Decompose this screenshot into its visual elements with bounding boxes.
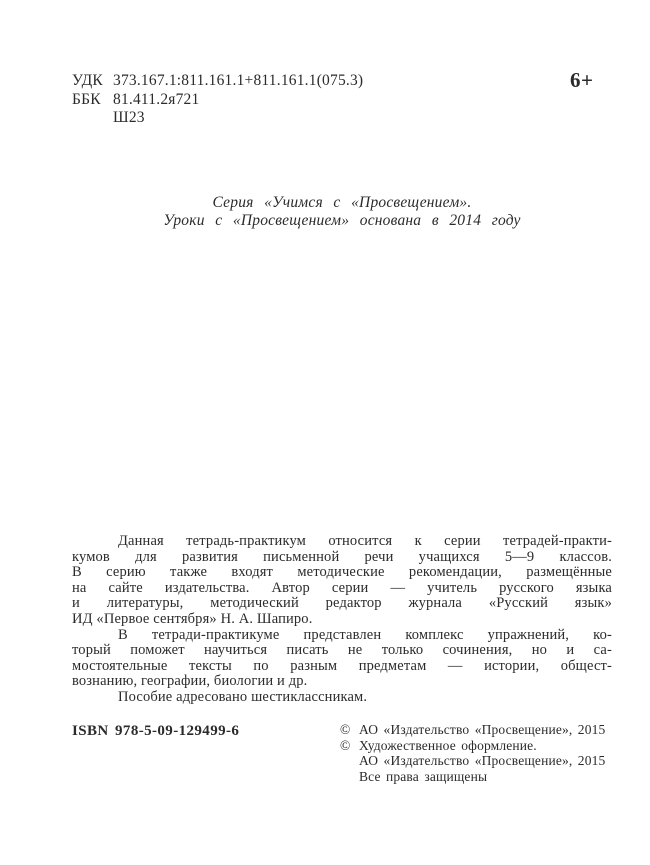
imprint-row [72,72,363,91]
annotation-line: на сайте издательства. Автор серии — учитель русского языка [72,579,612,596]
imprint-value: 373.167.1:811.161.1+811.161.1(075.3) [113,72,364,89]
imprint-row [72,109,363,128]
copyright-line [340,738,630,754]
copyright-text: АО «Издательство «Просвещение», 2015 [359,753,606,769]
isbn: ISBN 978-5-09-129499-6 [72,723,240,739]
copyright-block [340,722,630,784]
imprint-label: УДК [72,72,103,89]
series-line: Серия «Учимся с «Просвещением». [212,194,472,211]
annotation-line: В тетради-практикуме представлен комплекс упражнений, ко- [118,626,612,643]
annotation-line: кумов для развития письменной речи учащихся 5—9 классов. [72,548,612,565]
imprint-row [72,91,363,110]
annotation-line: В серию также входят методические рекомендации, размещённые [72,564,612,581]
imprint-label: ББК [72,90,101,108]
series-note [72,194,612,229]
annotation-line: торый поможет научиться писать не только сочинения, но и са- [72,642,612,659]
copyright-line [340,722,630,738]
imprint-codes [72,72,363,128]
copyright-text: Художественное оформление. [359,737,537,753]
annotation [72,534,612,706]
age-rating-badge: 6+ [570,68,594,92]
annotation-line: Пособие адресовано шестиклассникам. [118,688,368,705]
series-line: Уроки с «Просвещением» основана в 2014 году [163,211,521,229]
imprint-value: 81.411.2я721 [113,90,200,108]
copyright-line [340,769,630,785]
imprint-value: Ш23 [113,109,145,126]
copyright-text: АО «Издательство «Просвещение», 2015 [359,722,606,737]
copyright-symbol: © [340,737,351,753]
annotation-line: ИД «Первое сентября» Н. А. Шапиро. [72,610,313,627]
annotation-line: вознанию, географии, биологии и др. [72,673,308,690]
annotation-line: мостоятельные тексты по разным предметам — истории, общест- [72,657,612,674]
annotation-line: Данная тетрадь-практикум относится к серии тетрадей-практи- [118,533,612,549]
annotation-line: и литературы, методический редактор журнала «Русский язык» [72,595,612,612]
copyright-symbol: © [340,722,351,737]
copyright-line [340,753,630,769]
copyright-text: Все права защищены [359,768,488,784]
